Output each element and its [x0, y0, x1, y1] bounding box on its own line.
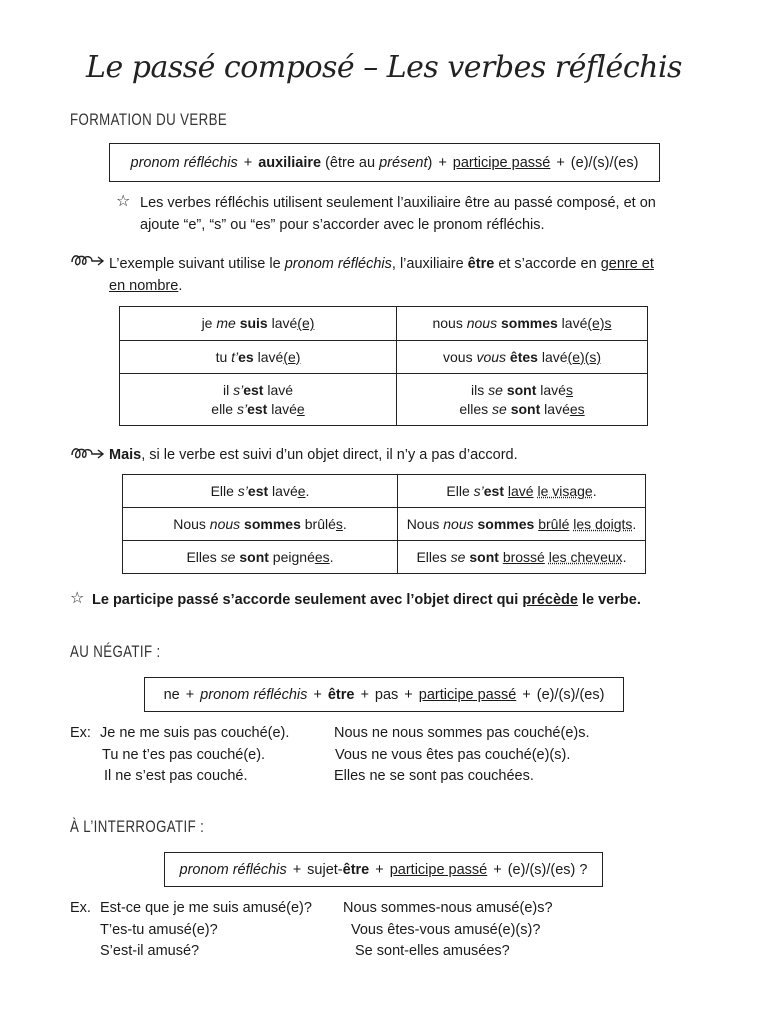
section-heading-formation: FORMATION DU VERBE: [70, 110, 228, 129]
note-paragraph: Les verbes réfléchis utilisent seulement l’auxiliaire être au passé composé, et on ajoute “e”, “s” ou “es” pour s’accorder avec le pronom réfléchis.: [140, 195, 656, 233]
formula-endings: (e)/(s)/(es): [536, 686, 605, 703]
list-item: Nous sommes-nous amusé(e)s?: [343, 900, 553, 916]
list-item: T’es-tu amusé(e)?: [100, 921, 218, 938]
formula-endings: (e)/(s)/(es) ?: [507, 861, 588, 878]
list-item: Tu ne t’es pas couché(e).: [102, 746, 266, 763]
list-item: Je ne me suis pas couché(e).: [100, 725, 290, 741]
list-item: Vous êtes-vous amusé(e)(s)?: [351, 921, 541, 938]
table-cell: il s’est lavé elle s’est lavée: [120, 374, 397, 426]
formula-plus: +: [292, 861, 302, 878]
swirl-arrow-icon: [70, 252, 106, 272]
mais-paragraph: Mais, si le verbe est suivi d’un objet direct, il n’y a pas d’accord.: [109, 447, 518, 463]
example-list-left: [100, 898, 312, 963]
table-cell: Elles se sont brossé les cheveux.: [398, 541, 646, 574]
swirl-arrow-icon: [70, 445, 106, 466]
formula-participe: participe passé: [418, 686, 517, 703]
table-cell: vous vous êtes lavé(e)(s): [397, 341, 648, 374]
list-item: Il ne s’est pas couché.: [104, 768, 248, 784]
list-item: Vous ne vous êtes pas couché(e)(s).: [335, 746, 571, 763]
example-list-right: [343, 898, 553, 963]
formula-box-interrogatif: [164, 852, 603, 887]
formula-auxiliaire: auxiliaire (être au présent): [258, 154, 433, 171]
example-list-left: [100, 723, 289, 788]
list-item: Se sont-elles amusées?: [355, 943, 510, 959]
list-item: Elles ne se sont pas couchées.: [334, 768, 534, 784]
formula-plus: +: [493, 861, 502, 878]
section-heading-interrogatif: À L’INTERROGATIF :: [70, 817, 205, 836]
star-icon: ☆: [70, 590, 85, 607]
formula-plus: +: [375, 861, 384, 878]
formula-pas: pas: [374, 686, 399, 703]
table-cell: Nous nous sommes brûlés.: [123, 508, 398, 541]
page-title: Le passé composé – Les verbes réfléchis: [86, 50, 682, 85]
example-list-right: [334, 723, 590, 788]
formula-ne: ne: [163, 686, 180, 703]
table-cell: je me suis lavé(e): [120, 307, 397, 341]
formula-plus: +: [404, 686, 413, 703]
example-intro: L’exemple suivant utilise le pronom réfléchis, l’auxiliaire être et s’accorde en genre et en nombre.: [109, 256, 654, 294]
list-item: Est-ce que je me suis amusé(e)?: [100, 900, 312, 916]
table-cell: ils se sont lavés elles se sont lavées: [397, 374, 648, 426]
formula-pronom: pronom réfléchis: [179, 861, 287, 878]
formula-plus: +: [360, 686, 369, 703]
formula-pronom: pronom réfléchis: [200, 686, 308, 703]
table-cell: tu t’es lavé(e): [120, 341, 397, 374]
table-cell: Elle s’est lavée.: [123, 475, 398, 508]
formula-box-formation: [109, 143, 660, 182]
rule-paragraph: Le participe passé s’accorde seulement avec l’objet direct qui précède le verbe.: [92, 592, 641, 608]
star-icon: ☆: [116, 193, 131, 210]
formula-plus: +: [185, 686, 195, 703]
table-cell: Nous nous sommes brûlé les doigts.: [398, 508, 646, 541]
example-label: Ex.: [70, 900, 91, 916]
table-cell: nous nous sommes lavé(e)s: [397, 307, 648, 341]
example-label: Ex:: [70, 725, 91, 741]
formula-pronom: pronom réfléchis: [130, 154, 238, 171]
list-item: Nous ne nous sommes pas couché(e)s.: [334, 725, 590, 741]
formula-participe: participe passé: [389, 861, 488, 878]
formula-plus: +: [313, 686, 322, 703]
direct-object-table: [122, 474, 646, 574]
formula-plus: +: [522, 686, 531, 703]
formula-participe: participe passé: [452, 154, 551, 171]
formula-etre: être: [327, 686, 355, 703]
conjugation-table: [119, 306, 648, 426]
section-heading-negatif: AU NÉGATIF :: [70, 642, 161, 661]
table-cell: Elles se sont peignées.: [123, 541, 398, 574]
formula-sujet-etre: sujet-être: [307, 861, 370, 878]
table-cell: Elle s’est lavé le visage.: [398, 475, 646, 508]
formula-plus: +: [556, 154, 565, 171]
formula-endings: (e)/(s)/(es): [570, 154, 639, 171]
formula-plus: +: [438, 154, 447, 171]
list-item: S’est-il amusé?: [100, 943, 200, 959]
formula-plus: +: [243, 154, 253, 171]
formula-box-negatif: [144, 677, 624, 712]
